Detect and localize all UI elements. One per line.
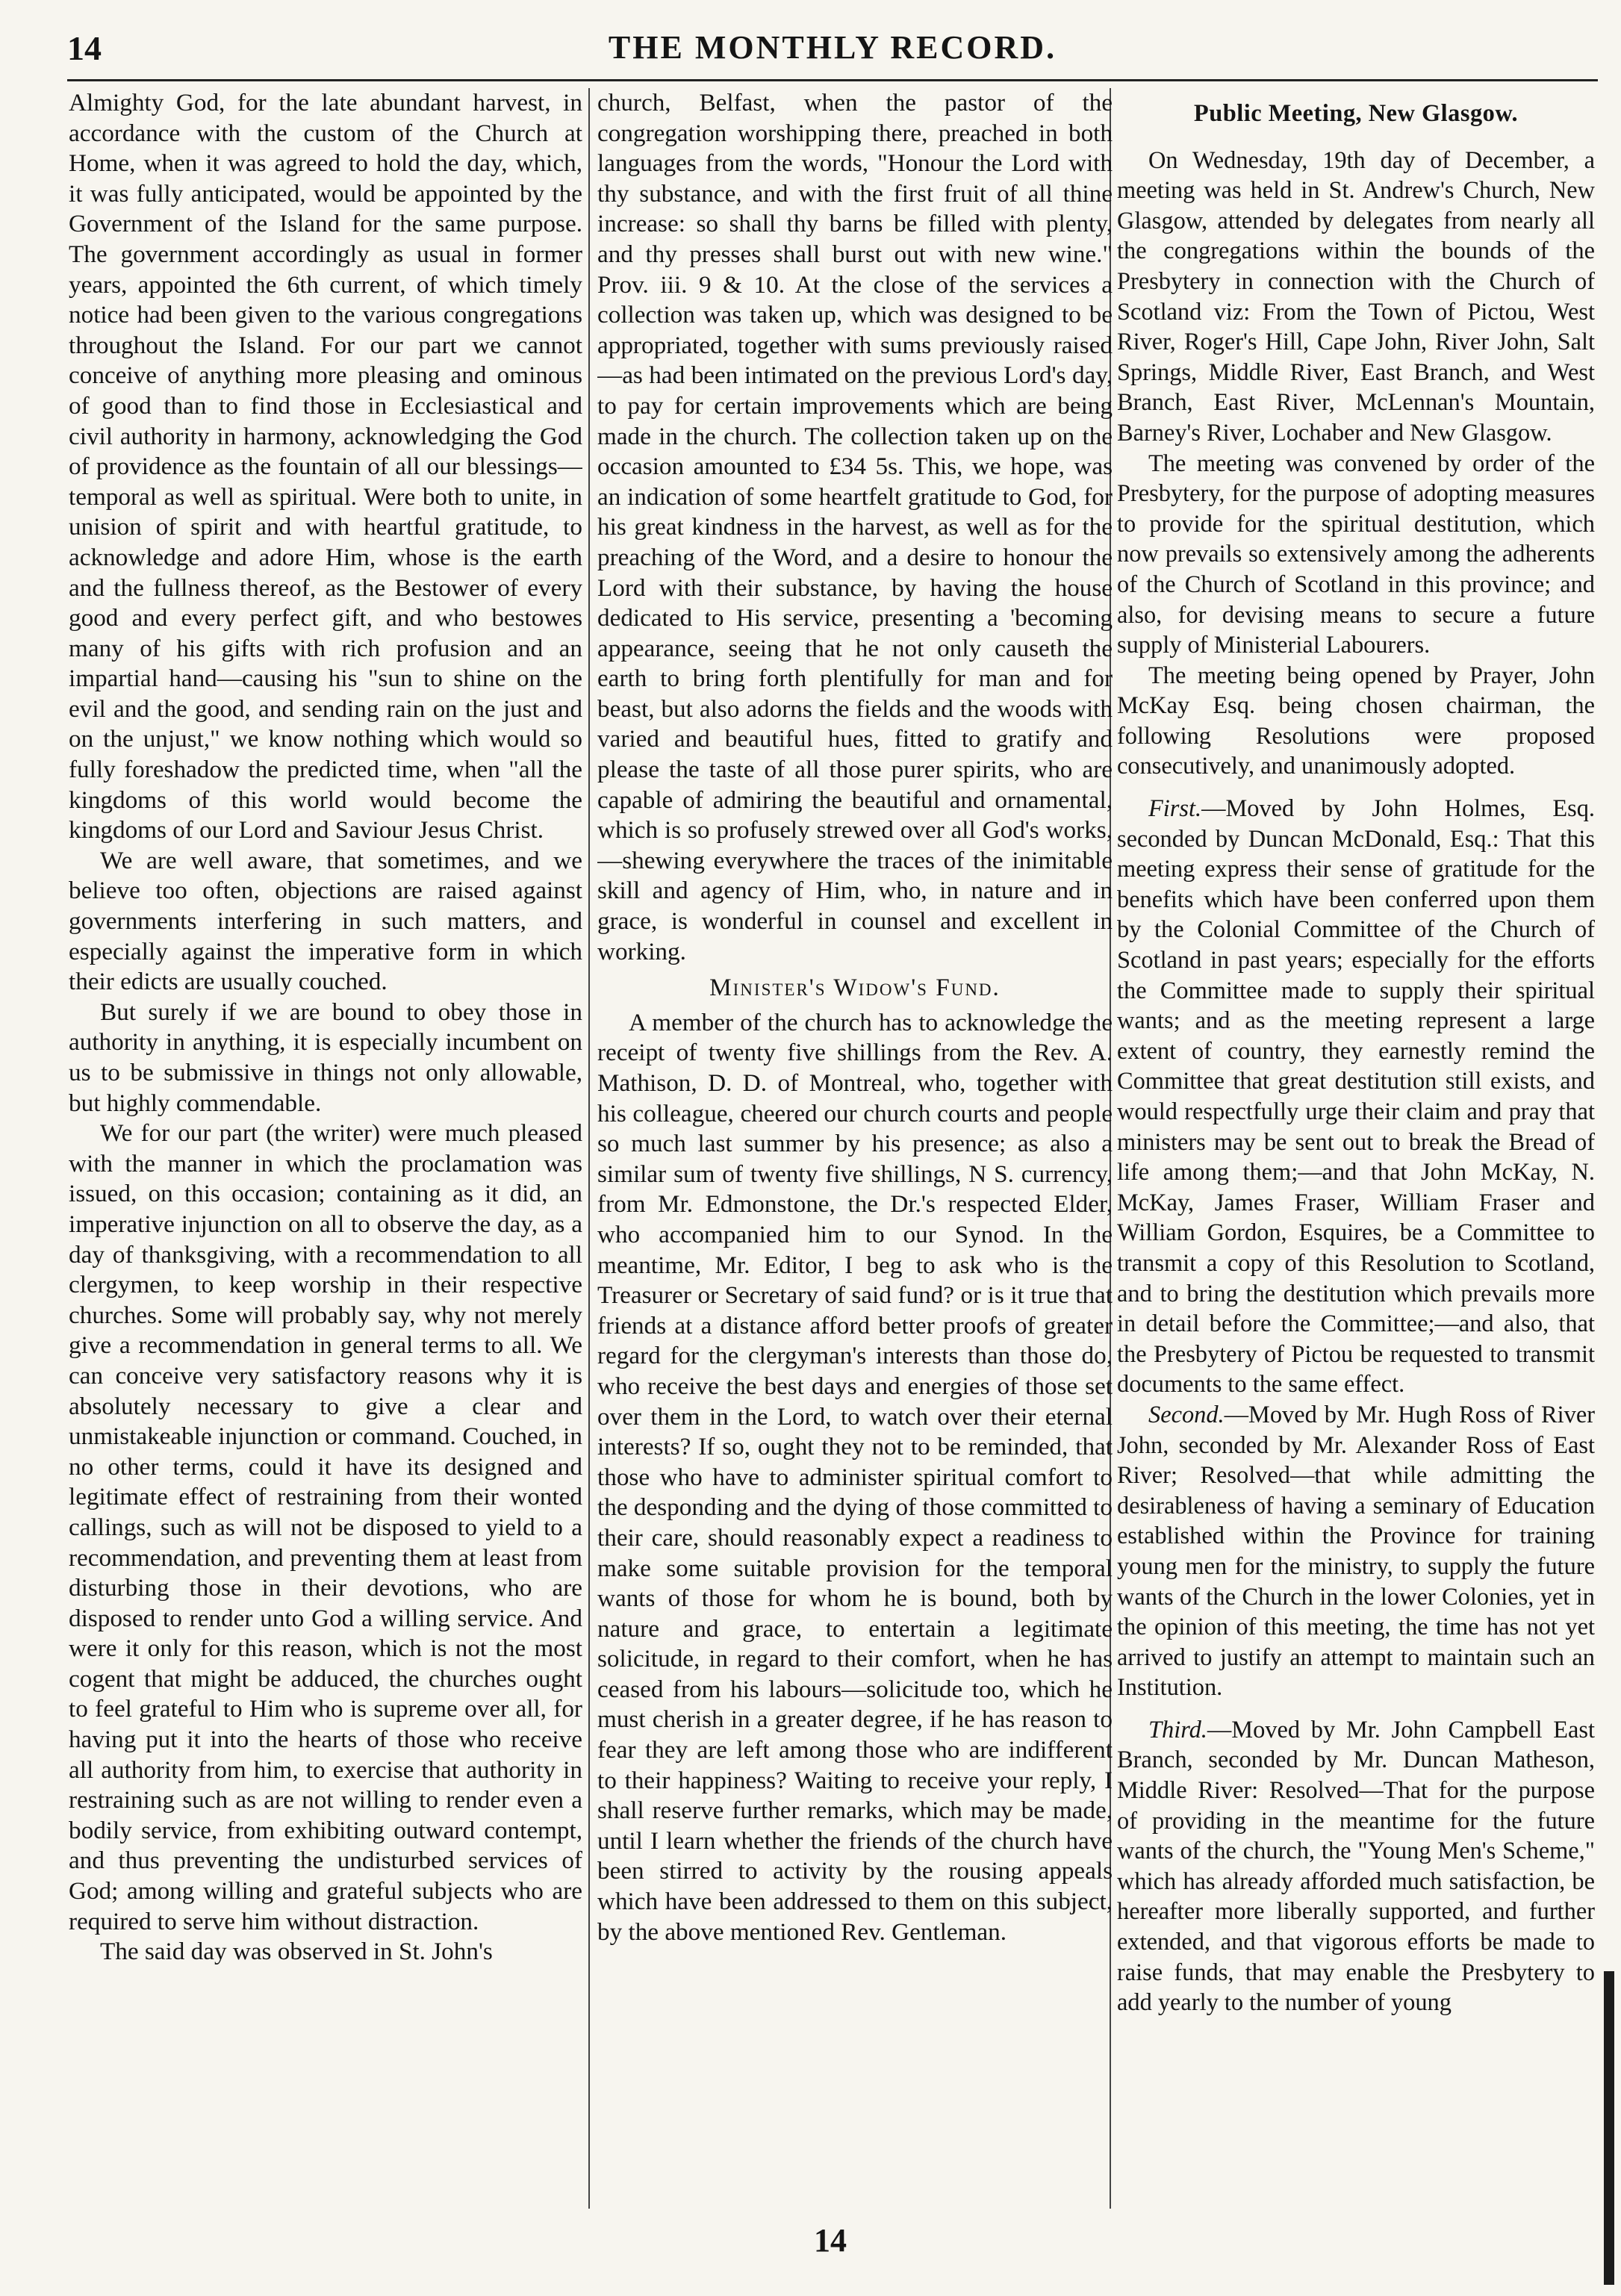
resolution-text: —Moved by Mr. John Campbell East Branch, seconded by Mr. Duncan Matheson, Middle River: Resolved—That for the purpose of providing in the meantime for the future wants of the church, the "Young Men's Scheme," which has already afforded much satisfaction, be hereafter more liberally supported, and further extended, and that vigorous efforts be made to raise funds, that may enable the Presbytery to add yearly to the number of young xyxy=(1117,1716,1595,2017)
article-heading-public-meeting: Public Meeting, New Glasgow. xyxy=(1193,100,1519,127)
paragraph: The meeting being opened by Prayer, John McKay Esq. being chosen chairman, the following Resolutions were proposed consecutively, and unanimously adopted. xyxy=(1117,662,1595,780)
page-header xyxy=(67,28,1598,73)
paragraph: A member of the church has to acknowledge the receipt of twenty five shillings from the Rev. A. Mathison, D. D. of Montreal, who, together with his colleague, cheered our church courts and people so much last summer by his presence; as also a similar sum of twenty five shillings, N S. currency, from Mr. Edmonstone, the Dr.'s respected Elder, who accompanied him to our Synod. In the meantime, Mr. Editor, I beg to ask who is the Treasurer or Secretary of said fund? or is it true that friends at a distance afford better proofs of greater regard for the clergyman's interests than those do, who receive the best days and energies of those set over them in the Lord, to watch over their eternal interests? If so, ought they not to be reminded, that those who have to administer spiritual comfort to the desponding and the dying of those committed to their care, should reasonably expect a readiness to make some suitable provision for the temporal wants of those for whom he is bound, both by nature and grace, to entertain a legitimate solicitude, in regard to their comfort, when he has ceased from his labours—solicitude too, which he must cherish in a greater degree, if he has reason to fear they are left among those who are indifferent to their happiness? Waiting to receive your reply, I shall reserve further remarks, which may be made, until I learn whether the friends of the church have been stirred to activity by the rousing appeals which have been addressed to them on this subject, by the above mentioned Rev. Gentleman. xyxy=(597,1008,1113,1946)
page-number-bottom: 14 xyxy=(814,2222,847,2259)
page-number-top: 14 xyxy=(67,29,102,67)
spacer xyxy=(1117,782,1595,794)
paragraph: On Wednesday, 19th day of December, a meeting was held in St. Andrew's Church, New Glasgow, attended by delegates from nearly all the congregations within the bounds of the Presbytery in connection with the Church of Scotland viz: From the Town of Pictou, West River, Roger's Hill, Cape John, River John, Salt Springs, Middle River, East Branch, and West Branch, East River, McLennan's Mountain, Barney's River, Lochaber and New Glasgow. xyxy=(1117,146,1595,447)
paragraph: The meeting was convened by order of the Presbytery, for the purpose of adopting measures to provide for the spiritual destitution, which now prevails so extensively among the adherents of the Church of Scotland in this province; and also, for devising means to secure a future supply of Ministerial Labourers. xyxy=(1117,449,1595,659)
paragraph: The said day was observed in St. John's xyxy=(100,1938,493,1966)
paragraph: Almighty God, for the late abundant harvest, in accordance with the custom of the Church at Home, when it was agreed to hold the day, which, it was fully anticipated, would be appointed by the Government of the Island for the same purpose. The government accordingly as usual in former years, appointed the 6th current, of which timely notice had been given to the various congregations throughout the Island. For our part we cannot conceive of anything more pleasing and ominous of good than to find those in Ecclesiastical and civil authority in harmony, acknowledging the God of providence as the fountain of all our blessings—temporal as well as spiritual. Were both to unite, in unision of spirit and with heartful gratitude, to acknowledge and adore Him, whose is the earth and the fullness thereof, as the Bestower of every good and every perfect gift, and who bestowes many of his gifts with rich profusion and an impartial hand—causing his "sun to shine on the evil and the good, and sending rain on the just and on the unjust," we know nothing which would so fully foreshadow the predicted time, when "all the kingdoms of this world would become the kingdoms of our Lord and Saviour Jesus Christ. xyxy=(69,89,582,844)
paragraph: church, Belfast, when the pastor of the congregation worshipping there, preached in both languages from the words, "Honour the Lord with thy substance, and with the first fruit of all thine increase: so shall thy barns be filled with plenty, and thy presses shall burst out with new wine." Prov. iii. 9 & 10. At the close of the services a collection was taken up, which was designed to be appropriated, together with sums previously raised—as had been intimated on the previous Lord's day, to pay for certain improvements which are being made in the church. The collection taken up on the occasion amounted to £34 5s. This, we hope, was an indication of some heartfelt gratitude to God, for his great kindness in the harvest, as well as for the preaching of the Word, and a desire to honour the Lord with their substance, by having the house dedicated to His service, presenting a 'becoming appearance, seeing that he not only causeth the earth to bring forth plentifully for man and for beast, but also adorns the fields and the woods with varied and beautiful hues, fitted to gratify and please the taste of all those purer spirits, who are capable of admiring the beautiful and ornamental, which is so profusely strewed over all God's works,—shewing everywhere the traces of the inimitable skill and agency of Him, who, in nature and in grace, is wonderful in counsel and excellent in working. xyxy=(597,89,1113,965)
resolution-first xyxy=(1117,794,1595,1400)
resolution-text: —Moved by Mr. Hugh Ross of River John, seconded by Mr. Alexander Ross of East River; Resolved—that while admitting the desirableness of having a seminary of Education established within the Province for training young men for the ministry, to supply the future wants of the Church in the lower Colonies, yet in the opinion of this meeting, the time has not yet arrived to justify an attempt to maintain such an Institution. xyxy=(1117,1401,1595,1702)
spacer xyxy=(1117,1703,1595,1715)
journal-title: THE MONTHLY RECORD. xyxy=(608,29,1057,66)
resolution-label: First. xyxy=(1148,795,1202,823)
paragraph: We are well aware, that sometimes, and we believe too often, objections are raised against governments interfering in such matters, and especially against the imperative form in which their edicts are usually couched. xyxy=(69,846,582,996)
resolution-label: Second. xyxy=(1148,1401,1225,1428)
section-heading-widows-fund: Minister's Widow's Fund. xyxy=(709,974,1001,1002)
column-3 xyxy=(1117,88,1595,2224)
header-rule xyxy=(67,79,1598,81)
column-1 xyxy=(69,88,582,2224)
column-divider-1 xyxy=(588,88,590,2209)
resolution-third xyxy=(1117,1715,1595,2018)
resolution-label: Third. xyxy=(1148,1716,1207,1743)
paragraph: We for our part (the writer) were much pleased with the manner in which the proclamation was issued, on this occasion; containing as it did, an imperative injunction on all to observe the day, as a day of thanksgiving, with a recommendation to all clergymen, to keep worship in their respective churches. Some will probably say, why not merely give a recommendation in general terms to all. We can conceive very satisfactory reasons why it is absolutely necessary to give a clear and unmistakeable injunction or command. Couched, in no other terms, could it have its designed and legitimate effect of restraining from their wonted callings, such as will not be disposed to yield to a recommendation, and preventing them at least from disturbing those in their devotions, who are disposed to render unto God a willing service. And were it only for this reason, which is not the most cogent that might be adduced, the churches ought to feel grateful to Him who is supreme over all, for having put it into the hearts of those who receive all authority from him, to exercise that authority in restraining such as are not willing to render even a bodily service, from exhibiting outward contempt, and thus preventing the undisturbed services of God; among willing and grateful subjects who are required to serve him without distraction. xyxy=(69,1119,582,1935)
paragraph: But surely if we are bound to obey those in authority in anything, it is especially incumbent on us to be submissive in things not only allowable, but highly commendable. xyxy=(69,998,582,1117)
binding-edge-shadow xyxy=(1604,1971,1614,2285)
column-2 xyxy=(597,88,1113,2224)
resolution-second xyxy=(1117,1400,1595,1703)
resolution-text: —Moved by John Holmes, Esq. seconded by Duncan McDonald, Esq.: That this meeting express their sense of gratitude for the benefits which have been conferred upon them by the Colonial Committee of the Church of Scotland in past years; especially for the efforts the Committee made to supply their spiritual wants; and as the meeting represent a large extent of country, they earnestly remind the Committee that great destitution still exists, and would respectfully urge their claim and pray that ministers may be sent out to break the Bread of life among them;—and that John McKay, N. McKay, James Fraser, William Fraser and William Gordon, Esquires, be a Committee to transmit a copy of this Resolution to Scotland, and to bring the destitution which prevails more in detail before the Committee;—and also, that the Presbytery of Pictou be requested to transmit documents to the same effect. xyxy=(1117,795,1595,1399)
